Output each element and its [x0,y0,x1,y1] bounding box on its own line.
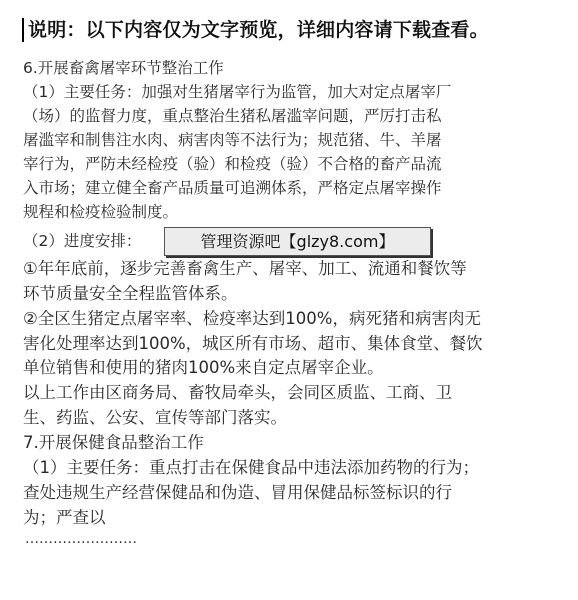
text-line: （1）主要任务：重点打击在保健食品中违法添加药物的行为； [23,458,479,477]
text-line: ①年年底前，逐步完善畜禽生产、屠宰、加工、流通和餐饮等 [23,259,467,278]
text-line: 查处违规生产经营保健品和伪造、冒用保健品标签标识的行 [23,483,452,502]
text-line: 宰行为，严防未经检疫（验）和检疫（验）不合格的畜产品流 [23,155,442,173]
text-line: 单位销售和使用的猪肉100%来自定点屠宰企业。 [23,358,384,377]
text-line: 环节质量安全全程监管体系。 [23,284,238,303]
ellipsis: …………………… [25,531,137,547]
text-line: 为；严查以 [23,508,106,527]
preview-notice: 说明：以下内容仅为文字预览，详细内容请下载查看。 [22,18,489,42]
text-line: 以上工作由区商务局、畜牧局牵头，会同区质监、工商、卫 [23,383,452,402]
text-line: 害化处理率达到100%，城区所有市场、超市、集体食堂、餐饮 [23,334,483,353]
text-line: （2）进度安排： [23,232,142,250]
text-line: （1）主要任务：加强对生猪屠宰行为监管，加大对定点屠宰厂 [23,83,452,101]
text-line: 屠滥宰和制售注水肉、病害肉等不法行为；规范猪、牛、羊屠 [23,131,442,149]
section-heading: 7.开展保健食品整治工作 [23,433,204,452]
text-line: 入市场；建立健全畜产品质量可追溯体系，严格定点屠宰操作 [23,179,442,197]
text-line: ②全区生猪定点屠宰率、检疫率达到100%，病死猪和病害肉无 [23,309,481,328]
watermark-label: 管理资源吧【glzy8.com】 [164,227,431,256]
section-heading: 6.开展畜禽屠宰环节整治工作 [23,59,224,77]
text-line: 规程和检疫检验制度。 [23,203,179,221]
text-line: （场）的监督力度，重点整治生猪私屠滥宰问题，严厉打击私 [23,107,442,125]
text-line: 生、药监、公安、宣传等部门落实。 [23,408,287,427]
